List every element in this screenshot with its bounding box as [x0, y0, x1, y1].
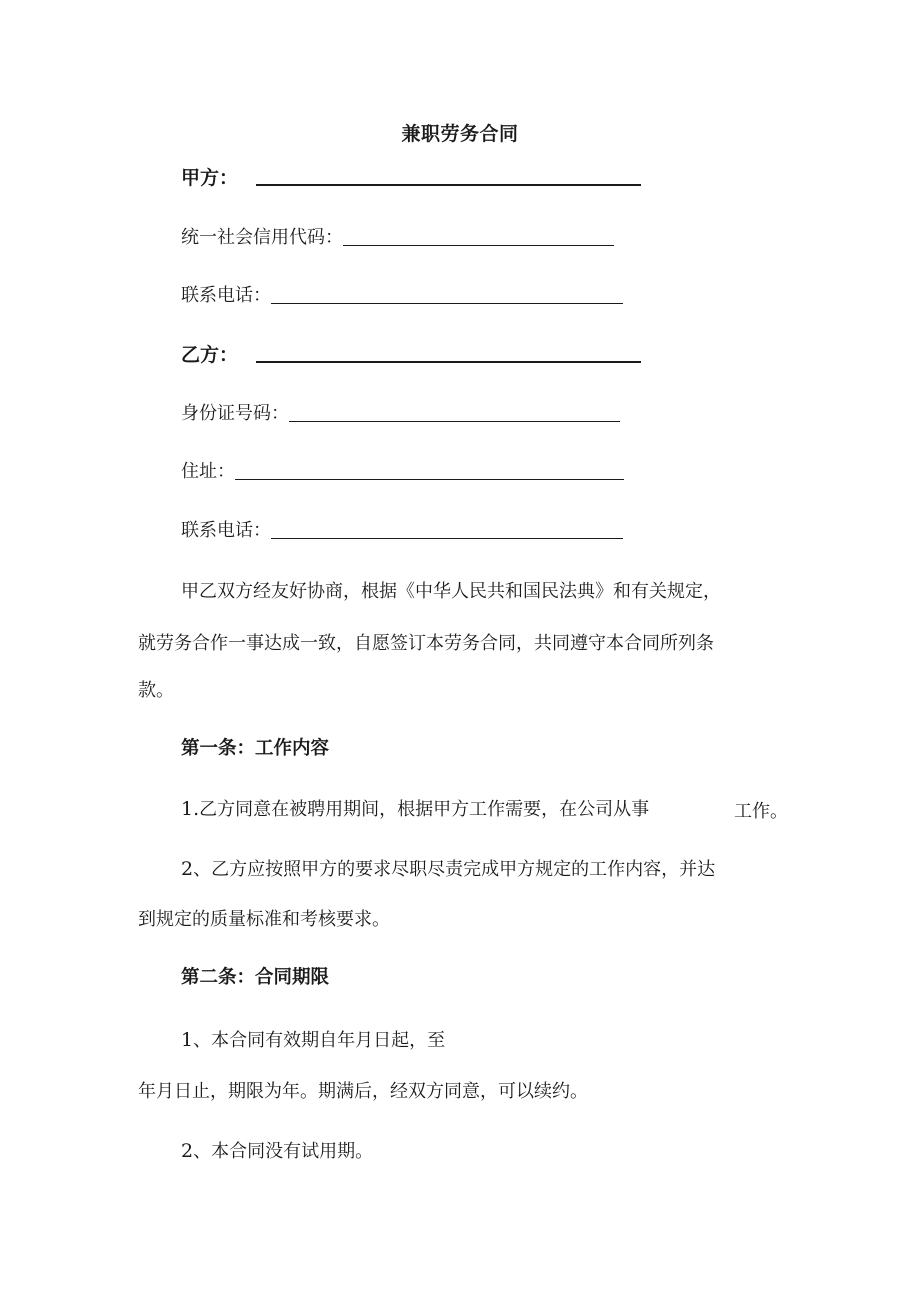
article-1-heading: 第一条：工作内容 — [181, 738, 330, 759]
article-2-item-2-text: 、本合同没有试用期。 — [193, 1141, 374, 1162]
document-title: 兼职劳务合同 — [401, 123, 519, 145]
article-1-item-2-text: 、乙方应按照甲方的要求尽职尽责完成甲方规定的工作内容，并达 — [193, 859, 716, 880]
party-a-phone-blank-line[interactable] — [271, 303, 623, 304]
credit-code-blank-line[interactable] — [343, 245, 614, 246]
party-b-field — [181, 339, 641, 367]
address-label: 住址： — [181, 461, 235, 482]
article-2-item-1-text: 、本合同有效期自年月日起，至 — [193, 1030, 446, 1051]
intro-line-2: 就劳务合作一事达成一致，自愿签订本劳务合同，共同遵守本合同所列条 — [138, 633, 714, 654]
article-1-item-1-text: 乙方同意在被聘用期间，根据甲方工作需要，在公司从事 — [199, 799, 650, 820]
party-a-field — [181, 162, 641, 190]
intro-line-3: 款。 — [138, 680, 174, 701]
party-a-phone-field — [181, 280, 623, 308]
article-1-item-2-number: 2 — [181, 858, 194, 880]
article-2-item-1-line-2: 年月日止，期限为年。期满后，经双方同意，可以续约。 — [138, 1081, 588, 1102]
address-field — [181, 456, 624, 484]
article-1-item-1-number: 1. — [181, 798, 200, 820]
article-2-item-line-1 — [181, 855, 715, 881]
article-2-item-1-number: 1 — [181, 1029, 194, 1051]
id-number-blank-line[interactable] — [289, 421, 620, 422]
intro-line-1: 甲乙双方经友好协商，根据《中华人民共和国民法典》和有关规定， — [181, 581, 721, 602]
article-1-item-1-end: 工作。 — [734, 801, 788, 822]
party-b-phone-label: 联系电话： — [181, 520, 271, 541]
party-b-phone-field — [181, 515, 623, 543]
article-1-item-1 — [181, 795, 649, 821]
article-2-heading: 第二条：合同期限 — [181, 967, 330, 988]
party-b-phone-blank-line[interactable] — [271, 538, 623, 539]
party-a-phone-label: 联系电话： — [181, 285, 271, 306]
id-number-label: 身份证号码： — [181, 403, 289, 424]
party-b-label: 乙方： — [181, 344, 239, 366]
article-1-item-2-line-2: 到规定的质量标准和考核要求。 — [138, 909, 390, 930]
address-blank-line[interactable] — [235, 479, 624, 480]
party-b-blank-line[interactable] — [256, 361, 641, 363]
party-a-label: 甲方： — [181, 167, 239, 189]
article-2-item-1 — [181, 1026, 445, 1052]
party-a-blank-line[interactable] — [256, 184, 641, 186]
credit-code-label: 统一社会信用代码： — [181, 227, 343, 248]
id-number-field — [181, 398, 620, 426]
credit-code-field — [181, 222, 614, 250]
article-2-item-2 — [181, 1137, 373, 1163]
article-2-item-2-number: 2 — [181, 1140, 194, 1162]
